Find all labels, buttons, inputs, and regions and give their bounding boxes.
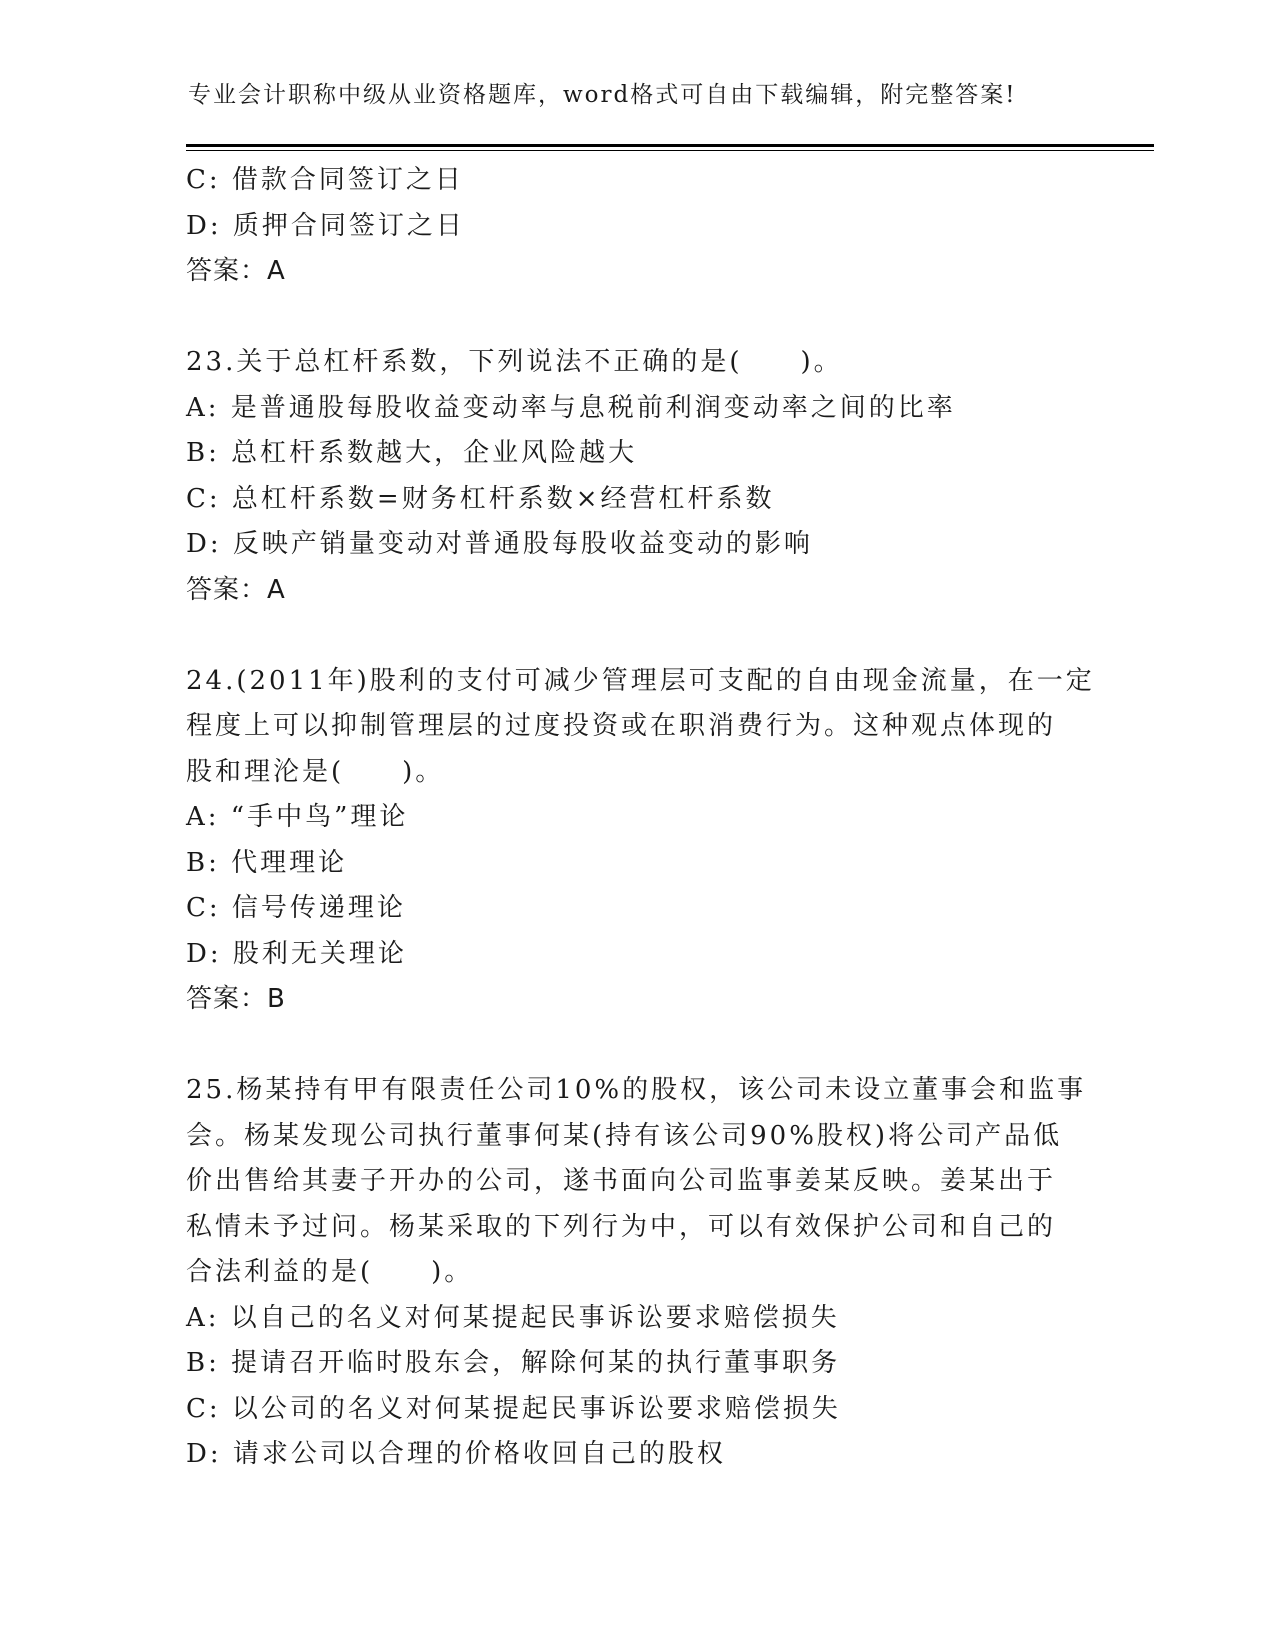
question-stem: 23.关于总杠杆系数，下列说法不正确的是( )。 xyxy=(186,347,843,377)
question-stem: 私情未予过问。杨某采取的下列行为中，可以有效保护公司和自己的 xyxy=(186,1211,1057,1242)
question-content xyxy=(186,158,1095,1478)
option-d: D: 质押合同签订之日 xyxy=(186,210,465,241)
question-stem: 会。杨某发现公司执行董事何某(持有该公司90%股权)将公司产品低 xyxy=(186,1120,1063,1151)
answer: 答案：B xyxy=(186,984,286,1014)
answer: 答案：A xyxy=(186,256,286,286)
spacer xyxy=(186,295,1086,341)
option-a: A: 以自己的名义对何某提起民事诉讼要求赔偿损失 xyxy=(186,1302,840,1333)
option-b: B: 总杠杆系数越大，企业风险越大 xyxy=(186,438,638,468)
question-stem: 股和理沦是( )。 xyxy=(186,756,445,787)
option-d: D: 反映产销量变动对普通股每股收益变动的影响 xyxy=(186,529,813,559)
spacer xyxy=(186,1023,1086,1069)
option-d: D: 请求公司以合理的价格收回自己的股权 xyxy=(186,1439,726,1469)
option-a: A: 是普通股每股收益变动率与息税前利润变动率之间的比率 xyxy=(186,392,956,423)
question-stem: 价出售给其妻子开办的公司，遂书面向公司监事姜某反映。姜某出于 xyxy=(186,1166,1057,1196)
header-rule-thin xyxy=(186,150,1154,151)
option-d: D: 股利无关理论 xyxy=(186,938,407,969)
option-c: C: 借款合同签订之日 xyxy=(186,165,464,195)
option-c: C: 以公司的名义对何某提起民事诉讼要求赔偿损失 xyxy=(186,1393,841,1424)
option-b: B: 提请召开临时股东会，解除何某的执行董事职务 xyxy=(186,1348,841,1378)
header-rule-thick xyxy=(186,144,1154,147)
question-stem: 25.杨某持有甲有限责任公司10%的股权，该公司未设立董事会和监事 xyxy=(186,1075,1087,1105)
answer: 答案：A xyxy=(186,574,286,605)
question-stem: 24.(2011年)股利的支付可减少管理层可支配的自由现金流量，在一定 xyxy=(186,665,1095,696)
question-stem: 合法利益的是( )。 xyxy=(186,1257,474,1287)
option-c: C: 总杠杆系数=财务杠杆系数×经营杠杆系数 xyxy=(186,483,775,514)
option-b: B: 代理理论 xyxy=(186,847,348,878)
option-c: C: 信号传递理论 xyxy=(186,893,406,923)
spacer xyxy=(186,613,1086,659)
page-header: 专业会计职称中级从业资格题库，word格式可自由下载编辑，附完整答案! xyxy=(188,82,1017,108)
question-stem: 程度上可以抑制管理层的过度投资或在职消费行为。这种观点体现的 xyxy=(186,711,1057,741)
option-a: A: “手中鸟”理论 xyxy=(186,802,409,832)
